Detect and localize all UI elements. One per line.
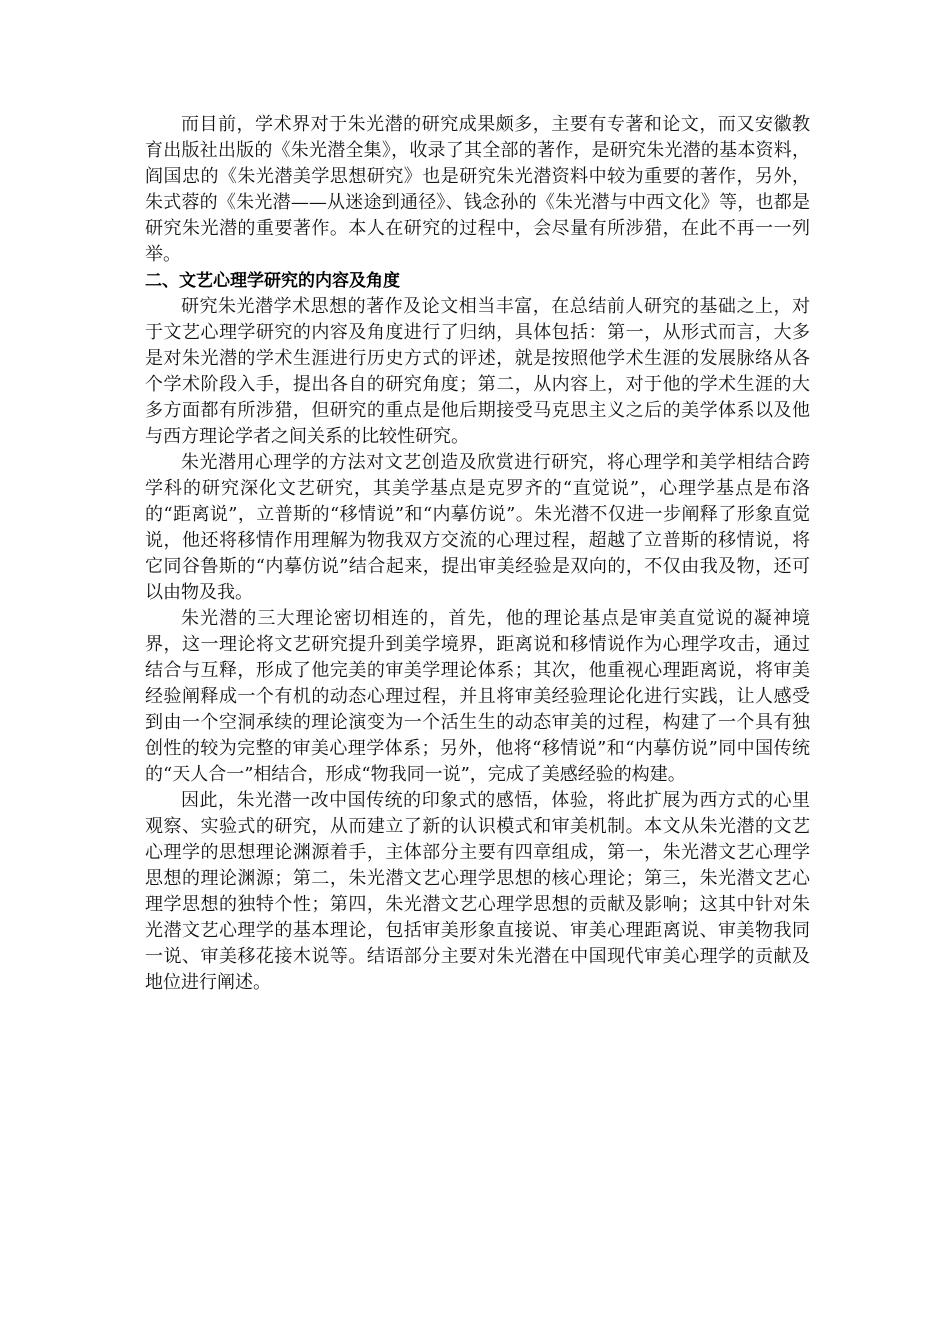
paragraph-research-scope: 研究朱光潜学术思想的著作及论文相当丰富，在总结前人研究的基础之上，对于文艺心理学研究的内容及角度进行了归纳，具体包括：第一，从形式而言，大多是对朱光潜的学术生涯进行历史方式的评述，就是按照他学术生涯的发展脉络从各个学术阶段入手，提出各自的研究角度；第二，从内容上，对于他的学术生涯的大多方面都有所涉猎，但研究的重点是他后期接受马克思主义之后的美学体系以及他与西方理论学者之间关系的比较性研究。: [145, 296, 810, 447]
document-body: [145, 112, 810, 996]
section-heading: 二、文艺心理学研究的内容及角度: [145, 271, 400, 291]
paragraph-three-theories: 朱光潜的三大理论密切相连的，首先，他的理论基点是审美直觉说的凝神境界，这一理论将文艺研究提升到美学境界，距离说和移情说作为心理学攻击，通过结合与互释，形成了他完美的审美学理论体系；其次，他重视心理距离说，将审美经验阐释成一个有机的动态心理过程，并且将审美经验理论化进行实践，让人感受到由一个空洞承续的理论演变为一个活生生的动态审美的过程，构建了一个具有独创性的较为完整的审美心理学体系；另外，他将“移情说”和“内摹仿说”同中国传统的“天人合一”相结合，形成“物我同一说”，完成了美感经验的构建。: [145, 608, 810, 785]
paragraph-paper-structure: 因此，朱光潜一改中国传统的印象式的感悟，体验，将此扩展为西方式的心里观察、实验式的研究，从而建立了新的认识模式和审美机制。本文从朱光潜的文艺心理学的思想理论渊源着手，主体部分主要有四章组成，第一，朱光潜文艺心理学思想的理论渊源；第二，朱光潜文艺心理学思想的核心理论；第三，朱光潜文艺心理学思想的独特个性；第四，朱光潜文艺心理学思想的贡献及影响；这其中针对朱光潜文艺心理学的基本理论，包括审美形象直接说、审美心理距离说、审美物我同一说、审美移花接木说等。结语部分主要对朱光潜在中国现代审美心理学的贡献及地位进行阐述。: [145, 790, 810, 993]
paragraph-psychology-method: 朱光潜用心理学的方法对文艺创造及欣赏进行研究，将心理学和美学相结合跨学科的研究深化文艺研究，其美学基点是克罗齐的“直觉说”，心理学基点是布洛的“距离说”，立普斯的“移情说”和“内摹仿说”。朱光潜不仅进一步阐释了形象直觉说，他还将移情作用理解为物我双方交流的心理过程，超越了立普斯的移情说，将它同谷鲁斯的“内摹仿说”结合起来，提出审美经验是双向的，不仅由我及物，还可以由物及我。: [145, 452, 810, 603]
paragraph-research-overview: 而目前，学术界对于朱光潜的研究成果颇多，主要有专著和论文，而又安徽教育出版社出版的《朱光潜全集》，收录了其全部的著作，是研究朱光潜的基本资料，阎国忠的《朱光潜美学思想研究》也是研究朱光潜资料中较为重要的著作，另外，朱式蓉的《朱光潜——从迷途到通径》、钱念孙的《朱光潜与中西文化》等，也都是研究朱光潜的重要著作。本人在研究的过程中，会尽量有所涉猎，在此不再一一列举。: [145, 114, 810, 265]
